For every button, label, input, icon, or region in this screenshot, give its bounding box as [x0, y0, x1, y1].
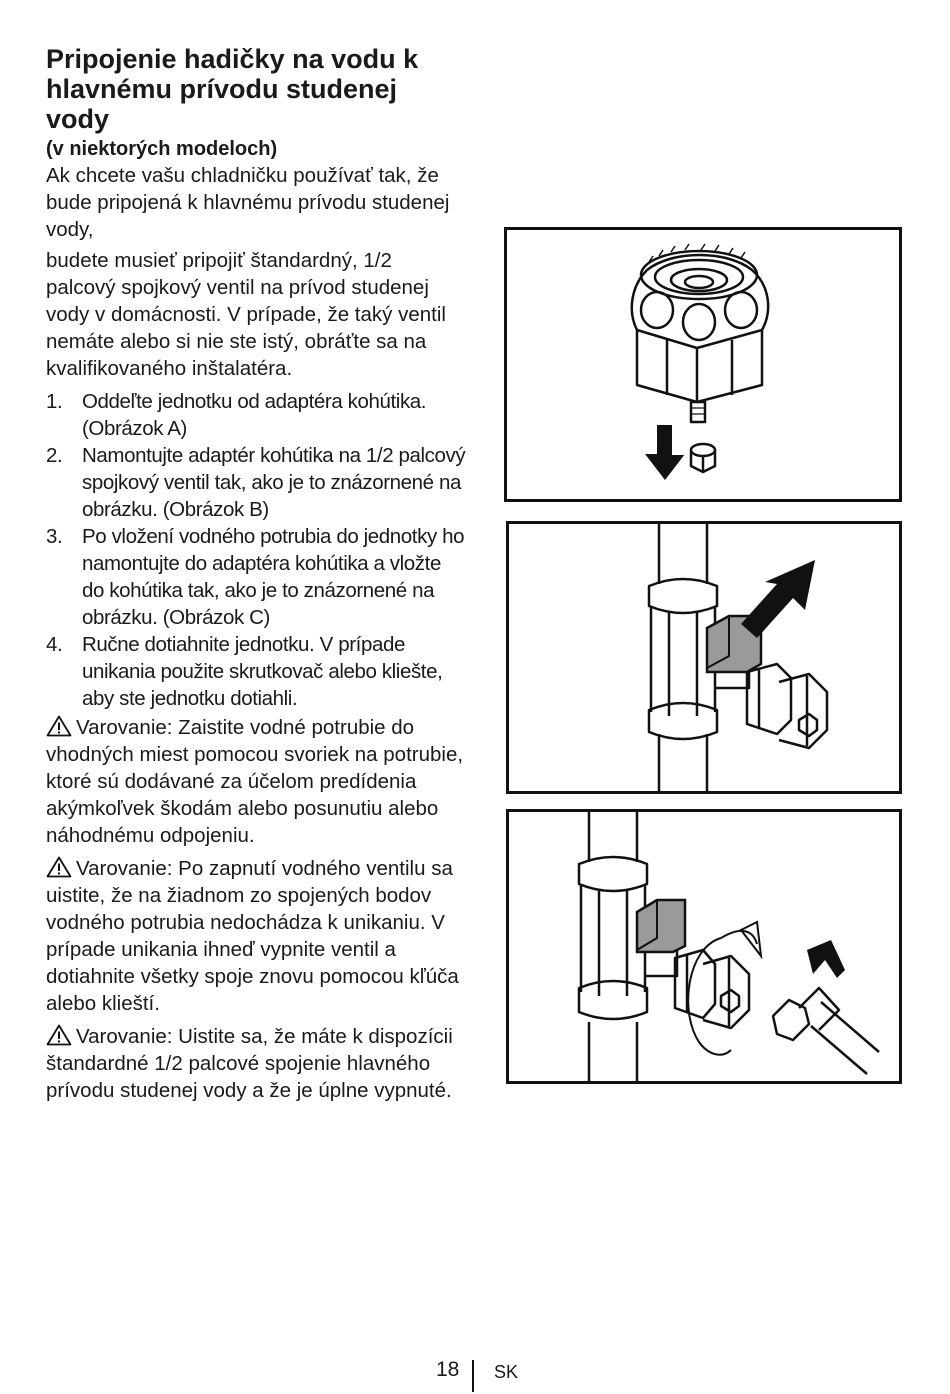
page-number: 18: [436, 1358, 460, 1381]
figure-b: [506, 521, 902, 794]
step-number: 1.: [46, 390, 63, 413]
step-item: [46, 631, 466, 712]
steps-list: [46, 388, 466, 712]
footer-divider: [472, 1360, 474, 1392]
warning-text: Varovanie: Uistite sa, že máte k dispozícii štandardné 1/2 palcové spojenie hlavného prívodu studenej vody a že je úplne vypnuté.: [46, 1025, 453, 1102]
page-footer: [0, 1358, 950, 1394]
step-item: [46, 442, 466, 523]
faucet-adapter-illustration: [507, 230, 899, 499]
step-text: Po vložení vodného potrubia do jednotky ho namontujte do adaptéra kohútika a vložte do kohútika tak, ako je to znázornené na obrázku. (Obrázok C): [82, 525, 465, 629]
page-subtitle: (v niektorých modeloch): [46, 138, 278, 160]
warning-paragraph: [46, 1023, 466, 1104]
warning-paragraph: [46, 855, 466, 1017]
intro-paragraph-2: budete musieť pripojiť štandardný, 1/2 palcový spojkový ventil na prívod studenej vody v domácnosti. V prípade, že taký ventil nemáte alebo si nie ste istý, obráťte sa na kvalifikovaného inštalatéra.: [46, 249, 446, 380]
page-title: Pripojenie hadičky na vodu k hlavnému prívodu studenej vody: [46, 44, 419, 134]
step-text: Oddeľte jednotku od adaptéra kohútika. (Obrázok A): [82, 390, 427, 440]
figure-c: [506, 809, 902, 1084]
valve-adapter-illustration: [509, 524, 899, 791]
step-item: [46, 523, 466, 631]
figure-a: [504, 227, 902, 502]
warning-text: Varovanie: Zaistite vodné potrubie do vhodných miest pomocou svoriek na potrubie, ktoré sú dodávané za účelom predídenia akýmkoľvek škodám alebo posunutiu alebo náhodnému odpojeniu.: [46, 716, 464, 847]
step-number: 2.: [46, 444, 63, 467]
text-column: [46, 44, 466, 1104]
warning-triangle-icon: [46, 856, 72, 878]
warning-triangle-icon: [46, 1024, 72, 1046]
warning-paragraph: [46, 714, 466, 849]
warning-text: Varovanie: Po zapnutí vodného ventilu sa uistite, že na žiadnom zo spojených bodov vodného potrubia nedochádza k unikaniu. V prípade unikania ihneď vypnite ventil a dotiahnite všetky spoje znovu pomocou kľúča alebo klieští.: [46, 857, 459, 1015]
step-item: [46, 388, 466, 442]
pipe-connection-illustration: [509, 812, 899, 1081]
intro-paragraph-1: Ak chcete vašu chladničku používať tak, že bude pripojená k hlavnému prívodu studenej vody,: [46, 164, 450, 241]
step-text: Namontujte adaptér kohútika na 1/2 palcový spojkový ventil tak, ako je to znázornené na obrázku. (Obrázok B): [82, 444, 466, 521]
step-text: Ručne dotiahnite jednotku. V prípade unikania použite skrutkovač alebo kliešte, aby ste jednotku dotiahli.: [82, 633, 443, 710]
language-code: SK: [494, 1362, 519, 1382]
warning-triangle-icon: [46, 715, 72, 737]
step-number: 3.: [46, 525, 63, 548]
step-number: 4.: [46, 633, 63, 656]
